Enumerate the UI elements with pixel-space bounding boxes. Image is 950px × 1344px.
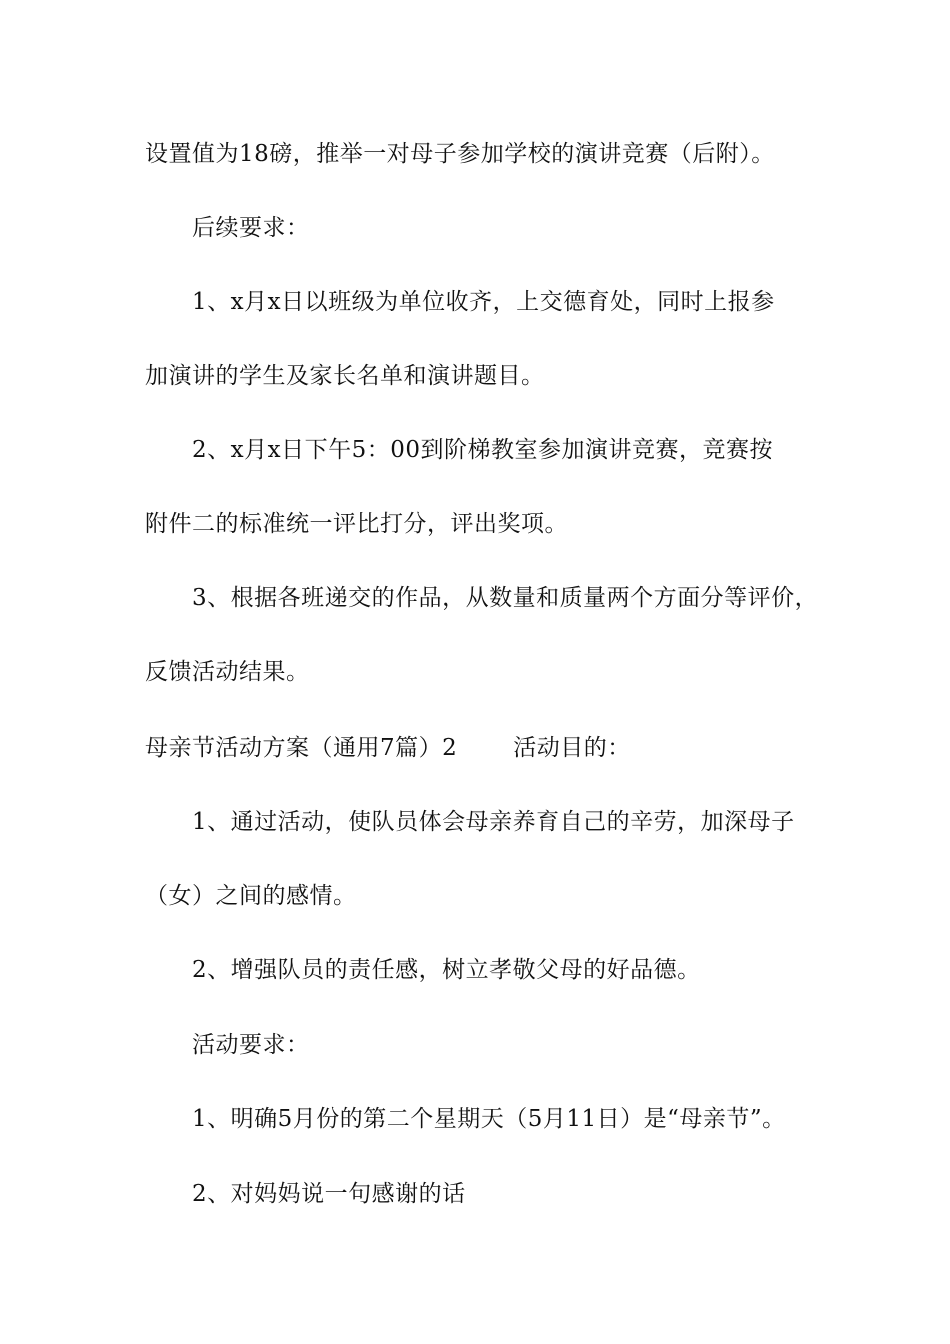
paragraph-line: 3、根据各班递交的作品，从数量和质量两个方面分等评价， [192, 585, 819, 611]
paragraph-line: 反馈活动结果。 [145, 659, 310, 685]
paragraph-line: 1、x月x日以班级为单位收齐，上交德育处，同时上报参 [192, 289, 775, 315]
paragraph-line: 设置值为18磅，推举一对母子参加学校的演讲竞赛（后附）。 [145, 141, 775, 167]
section-label-requirements: 活动要求： [192, 1032, 310, 1058]
section-label-follow-up: 后续要求： [192, 215, 310, 241]
paragraph-line: 1、明确5月份的第二个星期天（5月11日）是“母亲节”。 [192, 1106, 786, 1132]
paragraph-line: 2、x月x日下午5：00到阶梯教室参加演讲竞赛，竞赛按 [192, 437, 773, 463]
paragraph-line: 2、对妈妈说一句感谢的话 [192, 1181, 466, 1207]
paragraph-line: 附件二的标准统一评比打分，评出奖项。 [145, 511, 568, 537]
paragraph-line: （女）之间的感情。 [145, 883, 357, 909]
section-heading-title: 母亲节活动方案（通用7篇）2 [145, 735, 458, 761]
paragraph-line: 1、通过活动，使队员体会母亲养育自己的辛劳，加深母子 [192, 809, 795, 835]
section-heading [145, 733, 631, 763]
section-heading-subtitle: 活动目的： [513, 735, 631, 761]
paragraph-line: 2、增强队员的责任感，树立孝敬父母的好品德。 [192, 957, 701, 983]
paragraph-line: 加演讲的学生及家长名单和演讲题目。 [145, 363, 545, 389]
